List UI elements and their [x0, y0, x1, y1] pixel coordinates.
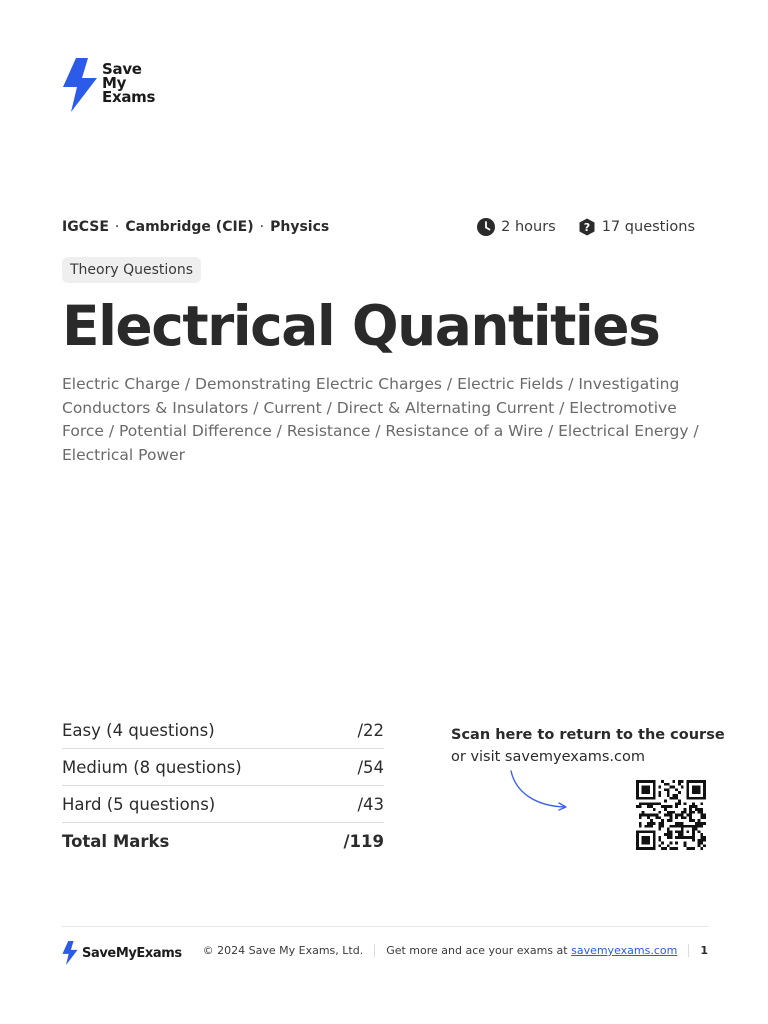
level-label: IGCSE	[62, 219, 109, 235]
total-value: /119	[343, 831, 384, 851]
logo-word-save: Save	[102, 60, 142, 78]
logo-word-my: My	[102, 74, 127, 92]
marks-row-medium	[62, 749, 384, 786]
footer-link[interactable]: savemyexams.com	[571, 944, 678, 957]
brand-logo	[62, 58, 155, 112]
footer-separator	[688, 944, 689, 957]
scan-prompt	[451, 724, 725, 768]
marks-row-label: Hard (5 questions)	[62, 794, 216, 814]
footer-divider	[62, 926, 708, 927]
subject-label: Physics	[270, 219, 330, 235]
total-label: Total Marks	[62, 831, 170, 851]
footer-info	[203, 944, 708, 957]
marks-row-value: /22	[357, 720, 384, 740]
topics-list: Electric Charge / Demonstrating Electric Charges / Electric Fields / Investigating Conductors & Insulators / Current / Direct & Alternating Current / Electromotive Force / Potential Difference / Resistance / Resistance of a Wire / Electrical Energy / Electrical Power	[62, 375, 699, 464]
questions-info	[578, 218, 695, 236]
marks-row-total	[62, 823, 384, 859]
footer-brand-name: SaveMyExams	[82, 945, 182, 961]
question-type-tag: Theory Questions	[62, 257, 201, 283]
page-number: 1	[700, 944, 708, 957]
marks-row-easy	[62, 712, 384, 749]
page-title: Electrical Quantities	[62, 294, 660, 358]
question-icon	[578, 218, 596, 236]
qr-code[interactable]	[634, 780, 708, 850]
marks-row-label: Easy (4 questions)	[62, 720, 215, 740]
board-label: Cambridge (CIE)	[125, 219, 254, 235]
lightning-bolt-icon	[62, 58, 98, 112]
clock-icon	[477, 218, 495, 236]
copyright-text: © 2024 Save My Exams, Ltd.	[202, 944, 364, 957]
marks-row-label: Medium (8 questions)	[62, 757, 242, 777]
marks-table	[62, 712, 384, 859]
marks-row-value: /54	[357, 757, 384, 777]
questions-text: 17 questions	[601, 219, 695, 235]
duration-text: 2 hours	[501, 219, 556, 235]
scan-heading: Scan here to return to the course	[451, 727, 725, 743]
separator-dot: ·	[114, 219, 120, 235]
scan-subtext: or visit savemyexams.com	[451, 749, 645, 765]
marks-row-value: /43	[357, 794, 384, 814]
marks-row-hard	[62, 786, 384, 823]
curved-arrow-icon	[506, 768, 572, 814]
duration-info	[477, 218, 556, 236]
svg-text:?: ?	[583, 221, 590, 234]
footer-logo	[62, 941, 182, 965]
lightning-bolt-icon	[62, 941, 78, 965]
logo-wordmark	[102, 62, 155, 104]
footer-separator	[374, 944, 375, 957]
footer-cta-text: Get more and ace your exams at	[386, 944, 568, 957]
separator-dot: ·	[259, 219, 265, 235]
exam-info	[477, 218, 695, 236]
logo-word-exams: Exams	[102, 88, 156, 106]
course-breadcrumb	[62, 219, 329, 235]
